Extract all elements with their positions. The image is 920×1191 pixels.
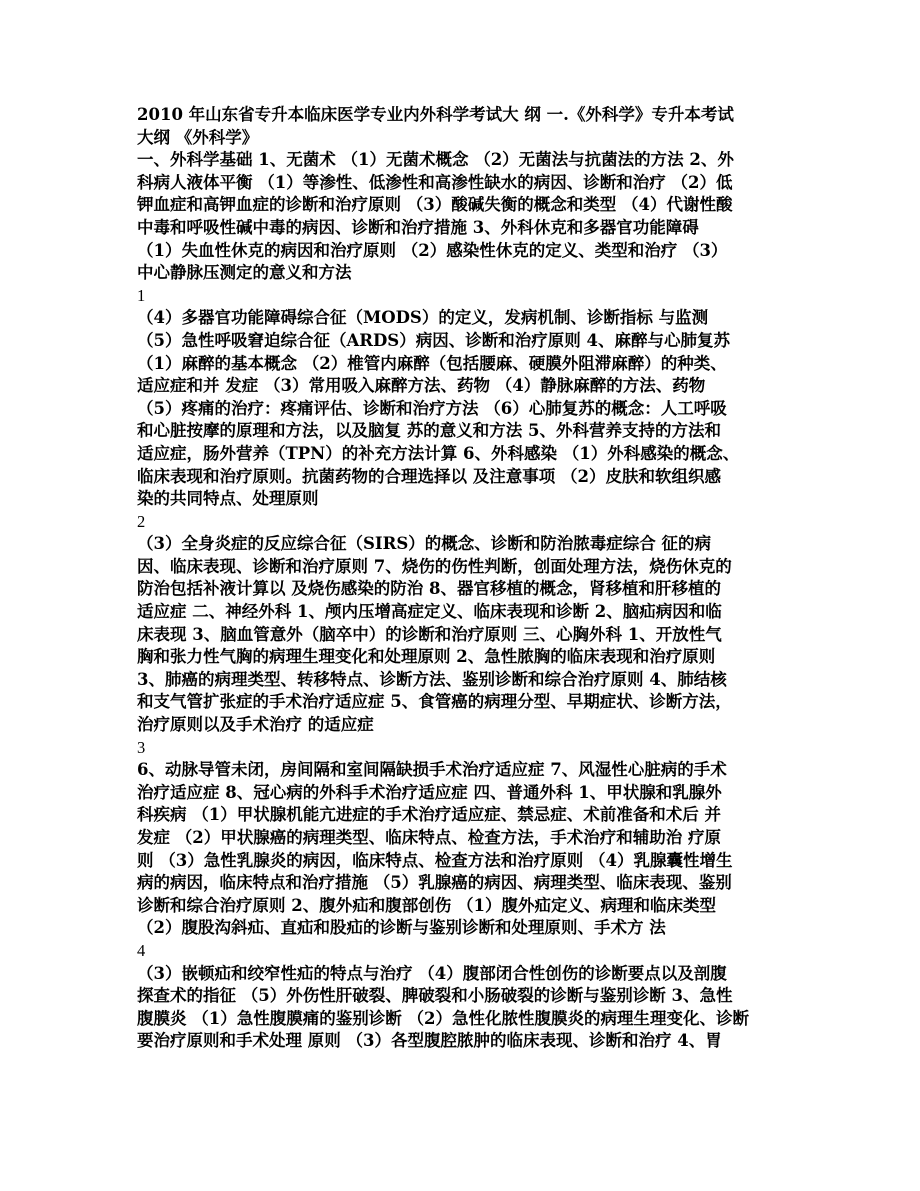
text-line: 腹膜炎 （1）急性腹膜痛的鉴别诊断 （2）急性化脓性腹膜炎的病理生理变化、诊断 (137, 1008, 749, 1028)
text-line: （5）急性呼吸窘迫综合征（ARDS）病因、诊断和治疗原则 4、麻醉与心肺复苏 (137, 330, 730, 350)
text-line: 病的病因，临床特点和治疗措施 （5）乳腺癌的病因、病理类型、临床表现、鉴别 (137, 873, 732, 893)
text-line: 适应症和并 发症 （3）常用吸入麻醉方法、药物 （4）静脉麻醉的方法、药物 (137, 376, 706, 396)
text-line: 诊断和综合治疗原则 2、腹外疝和腹部创伤 （1）腹外疝定义、病理和临床类型 (137, 895, 716, 915)
text-line: 胸和张力性气胸的病理生理变化和处理原则 2、急性脓胸的临床表现和治疗原则 (137, 647, 716, 667)
page-number: 1 (137, 285, 146, 305)
text-line: 一、外科学基础 1、无菌术 （1）无菌术概念 （2）无菌法与抗菌法的方法 2、外 (137, 150, 734, 170)
text-line: 要治疗原则和手术处理 原则 （3）各型腹腔脓肿的临床表现、诊断和治疗 4、胃 (137, 1031, 722, 1051)
text-line: 大纲 《外科学》 (137, 127, 259, 147)
text-line: （1）失血性休克的病因和治疗原则 （2）感染性休克的定义、类型和治疗 （3） (137, 240, 728, 260)
text-line: 3、肺癌的病理类型、转移特点、诊断方法、鉴别诊断和综合治疗原则 4、肺结核 (137, 669, 727, 689)
page-number: 3 (137, 737, 146, 757)
text-line: 床表现 3、脑血管意外（脑卒中）的诊断和治疗原则 三、心胸外科 1、开放性气 (137, 624, 722, 644)
text-line: 探查术的指征 （5）外伤性肝破裂、脾破裂和小肠破裂的诊断与鉴别诊断 3、急性 (137, 986, 733, 1006)
text-line: 和心脏按摩的原理和方法，以及脑复 苏的意义和方法 5、外科营养支持的方法和 (137, 421, 721, 441)
text-line: 和支气管扩张症的手术治疗适应症 5、食管癌的病理分型、早期症状、诊断方法， (137, 692, 732, 712)
text-line: 防治包括补液计算以 及烧伤感染的防治 8、器官移植的概念，肾移植和肝移植的 (137, 579, 721, 599)
text-line: 染的共同特点、处理原则 (137, 489, 319, 509)
text-line: 适应症 二、神经外科 1、颅内压增高症定义、临床表现和诊断 2、脑疝病因和临 (137, 602, 722, 622)
text-line: （1）麻醉的基本概念 （2）椎管内麻醉（包括腰麻、硬膜外阻滞麻醉）的种类、 (137, 353, 727, 373)
text-line: 中心静脉压测定的意义和方法 (137, 263, 352, 283)
text-line: 钾血症和高钾血症的诊断和治疗原则 （3）酸碱失衡的概念和类型 （4）代谢性酸 (137, 195, 733, 215)
text-line: （4）多器官功能障碍综合征（MODS）的定义，发病机制、诊断指标 与监测 (137, 308, 709, 328)
text-line: 因、临床表现、诊断和治疗原则 7、烧伤的伤性判断，创面处理方法，烧伤休克的 (137, 556, 732, 576)
text-line: 临床表现和治疗原则。抗菌药物的合理选择以 及注意事项 （2）皮肤和软组织感 (137, 466, 721, 486)
page-number: 2 (137, 511, 146, 531)
text-line: 科病人液体平衡 （1）等渗性、低渗性和高渗性缺水的病因、诊断和治疗 （2）低 (137, 172, 733, 192)
text-line: （5）疼痛的治疗：疼痛评估、诊断和治疗方法 （6）心肺复苏的概念：人工呼吸 (137, 398, 727, 418)
text-line: （3）嵌顿疝和绞窄性疝的特点与治疗 （4）腹部闭合性创伤的诊断要点以及剖腹 (137, 963, 727, 983)
text-line: 发症 （2）甲状腺癌的病理类型、临床特点、检查方法，手术治疗和辅助治 疗原 (137, 828, 721, 847)
text-line: 治疗适应症 8、冠心病的外科手术治疗适应症 四、普通外科 1、甲状腺和乳腺外 (137, 782, 722, 802)
document-body (137, 104, 783, 1053)
page-number: 4 (137, 940, 146, 960)
text-line: 则 （3）急性乳腺炎的病因，临床特点、检查方法和治疗原则 （4）乳腺囊性增生 (137, 850, 733, 870)
text-line: 科疾病 （1）甲状腺机能亢进症的手术治疗适应症、禁忌症、术前准备和术后 并 (137, 805, 721, 825)
text-line: （3）全身炎症的反应综合征（SIRS）的概念、诊断和防治脓毒症综合 征的病 (137, 534, 711, 554)
text-line: 6、动脉导管未闭，房间隔和室间隔缺损手术治疗适应症 7、风湿性心脏病的手术 (137, 760, 727, 780)
text-line: （2）腹股沟斜疝、直疝和股疝的诊断与鉴别诊断和处理原则、手术方 法 (137, 918, 666, 938)
text-line: 适应症，肠外营养（TPN）的补充方法计算 6、外科感染 （1）外科感染的概念、 (137, 443, 740, 463)
text-line: 治疗原则以及手术治疗 的适应症 (137, 715, 374, 735)
text-line: 中毒和呼吸性碱中毒的病因、诊断和治疗措施 3、外科休克和多器官功能障碍 (137, 217, 699, 237)
text-line: 2010 年山东省专升本临床医学专业内外科学考试大 纲 一.《外科学》专升本考试 (137, 105, 734, 124)
